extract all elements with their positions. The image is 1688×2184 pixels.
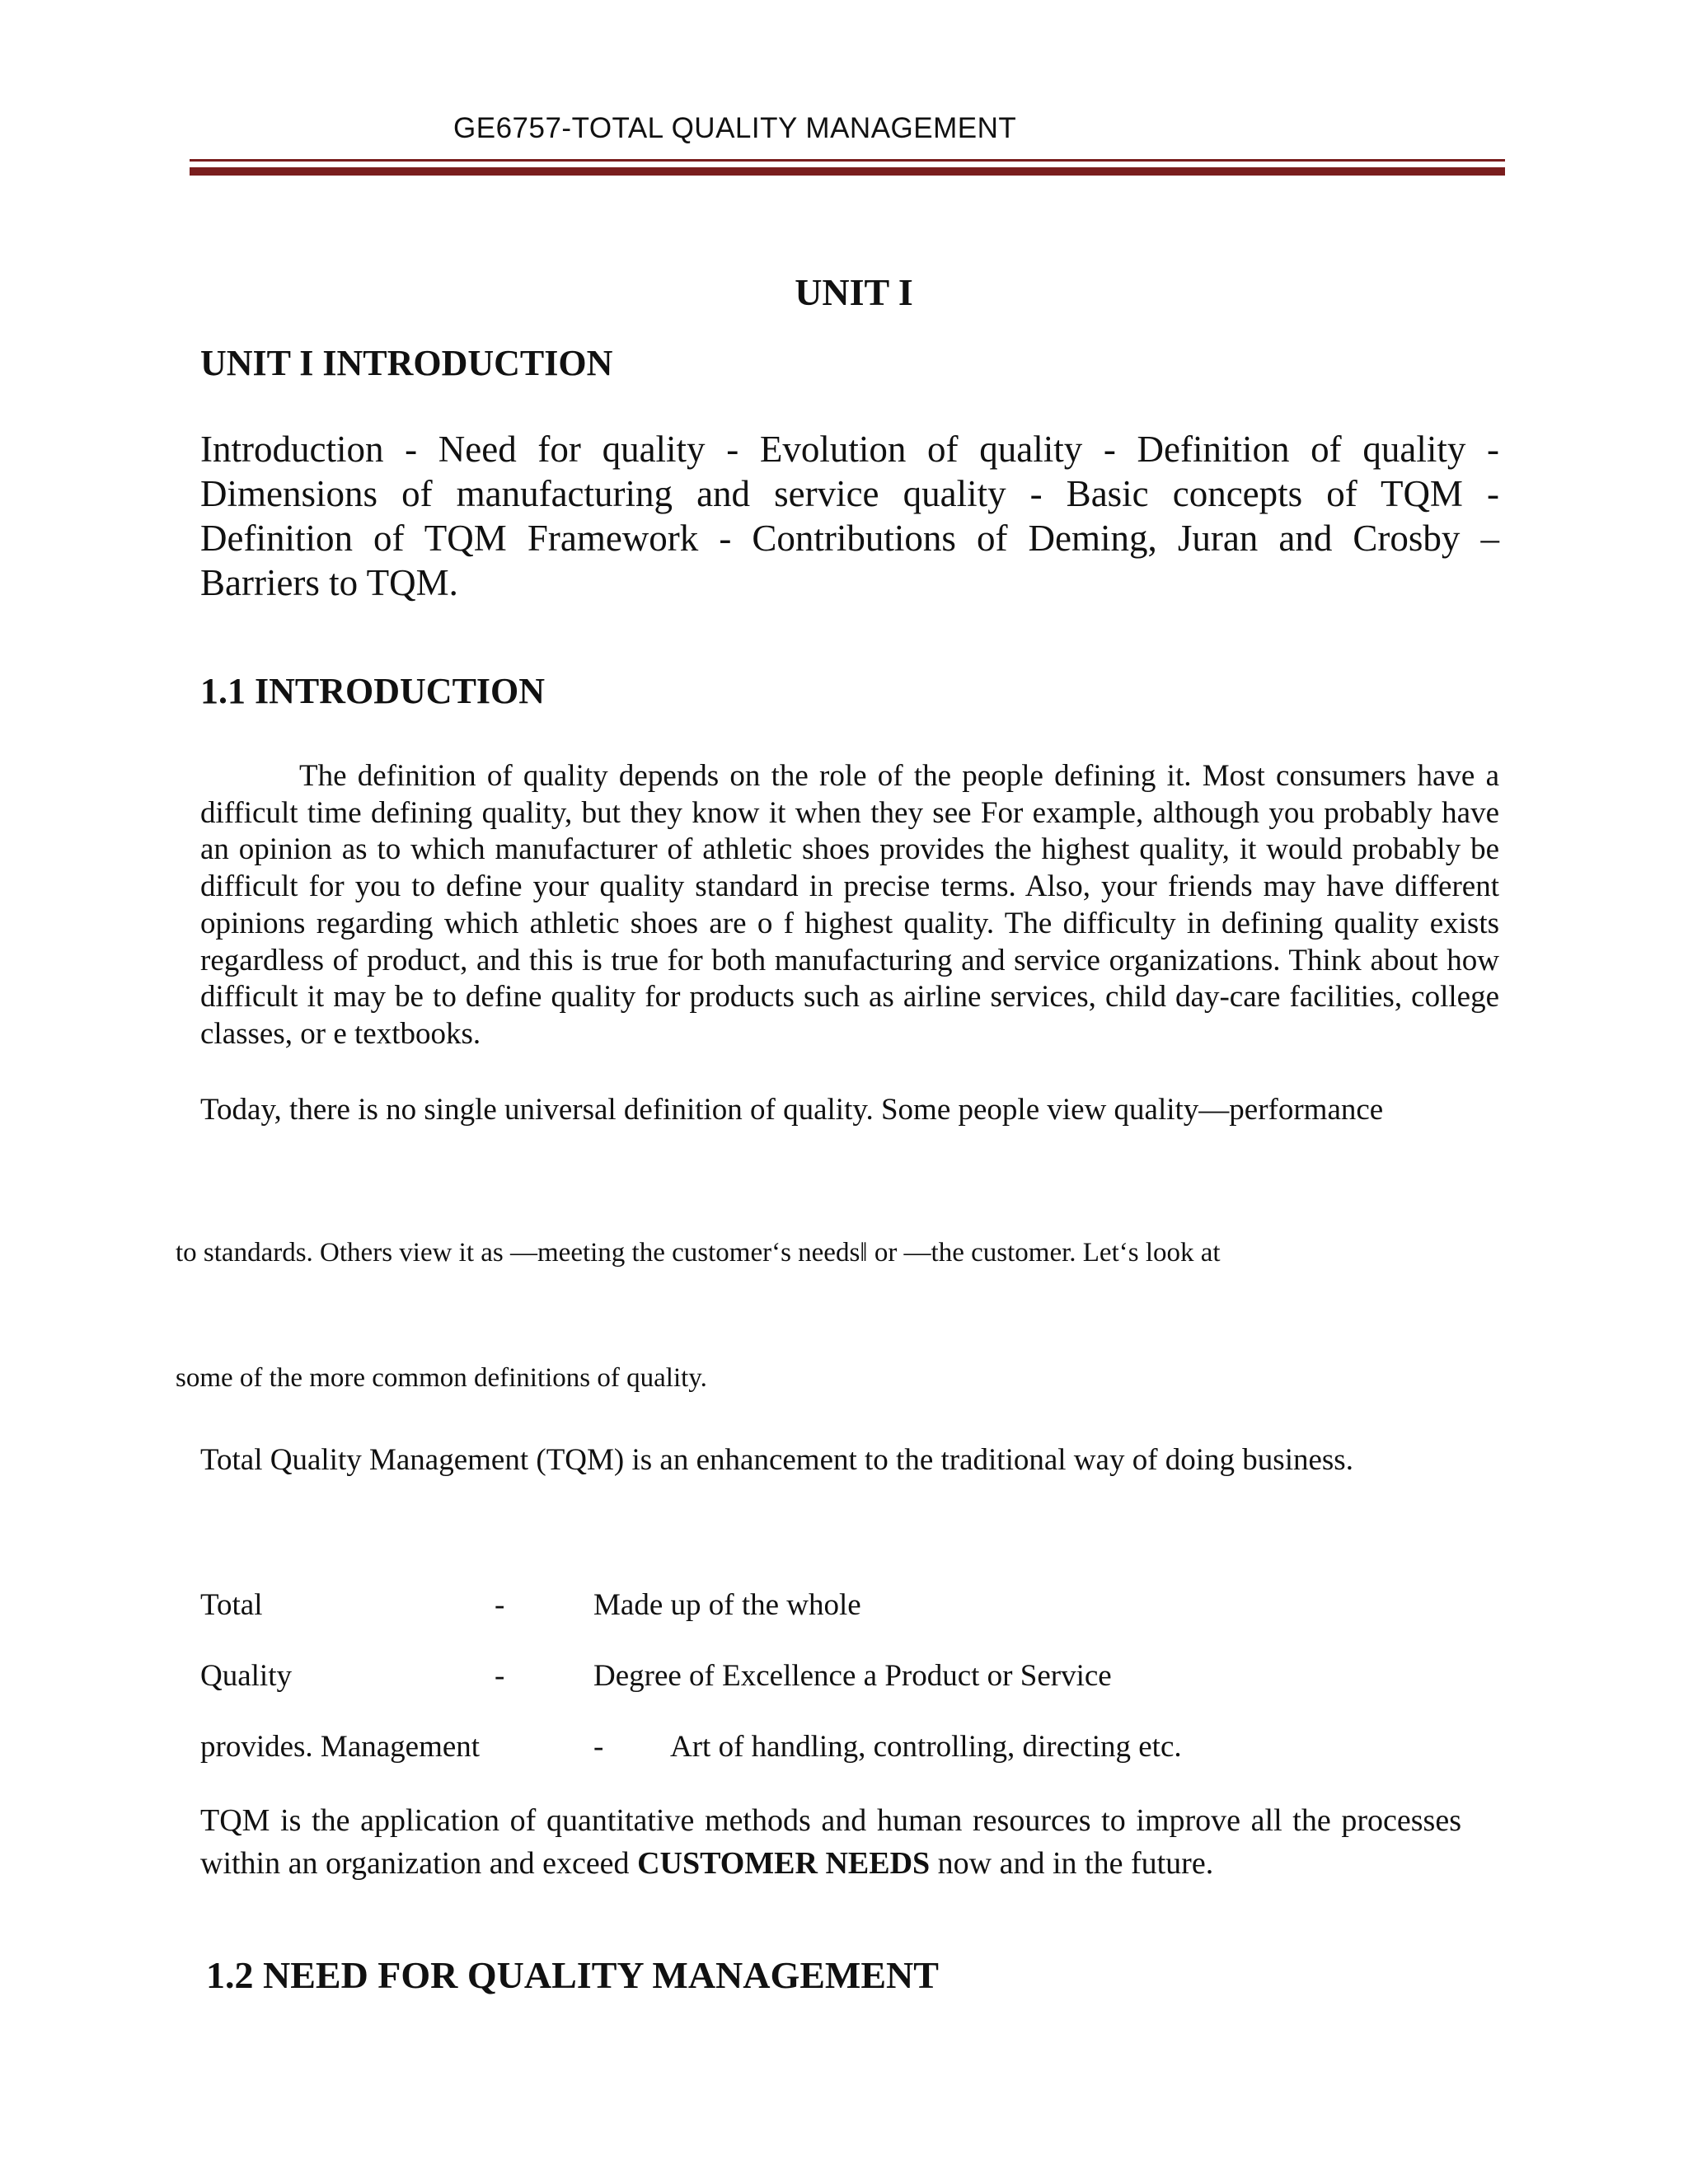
term-row-total (200, 1587, 1519, 1624)
unit-heading: UNIT I INTRODUCTION (200, 343, 613, 383)
term-label: Total (200, 1588, 263, 1622)
term-meaning: Made up of the whole (593, 1588, 861, 1622)
term-row-quality (200, 1658, 1519, 1694)
text-fragment-definitions: some of the more common definitions of quality. (176, 1363, 707, 1393)
term-label: provides. Management (200, 1730, 481, 1764)
term-row-management (200, 1729, 1519, 1765)
term-label: Quality (200, 1659, 292, 1693)
syllabus-text: Introduction - Need for quality - Evolution of quality - Definition of quality - Dimensions of manufacturing and service quality - Basic concepts of TQM - Definition of TQM Framework - Contributions of Deming, Juran and Crosby – Barriers to TQM. (200, 429, 1499, 603)
term-dash: - (495, 1588, 505, 1622)
header-rule-thick (190, 167, 1505, 176)
tqm-intro-text: Total Quality Management (TQM) is an enhancement to the traditional way of doing business. (200, 1443, 1353, 1477)
definition-paragraph (200, 1092, 1499, 1129)
running-header-title: GE6757-TOTAL QUALITY MANAGEMENT (453, 112, 1017, 144)
intro-paragraph (200, 758, 1499, 1053)
section-1-2-heading: 1.2 NEED FOR QUALITY MANAGEMENT (206, 1954, 939, 1996)
section-1-1-heading: 1.1 INTRODUCTION (200, 671, 546, 711)
tqm-definition-prefix: TQM is the application of quantitative methods and human resources to improve all the processes within an organization and exceed (200, 1803, 1461, 1881)
header-rule-thin (190, 159, 1505, 162)
tqm-intro-paragraph (200, 1442, 1449, 1479)
term-dash: - (495, 1659, 505, 1693)
intro-paragraph-text: The definition of quality depends on the role of the people defining it. Most consumers have a difficult time defining quality, but they know it when they see For example, although you probably have an opinion as to which manufacturer of athletic shoes provides the highest quality, it would probably be difficult for you to define your quality standard in precise terms. Also, your friends may have different opinions regarding which athletic shoes are o f highest quality. The difficulty in defining quality exists regardless of product, and this is true for both manufacturing and service organizations. Think about how difficult it may be to define quality for products such as airline services, child day-care facilities, college classes, or e textbooks. (200, 759, 1499, 1051)
tqm-definition-emphasis: CUSTOMER NEEDS (637, 1846, 931, 1881)
tqm-definition-text (200, 1799, 1461, 1885)
text-fragment-standards: to standards. Others view it as ―meeting the customer‘s needs‖ or ―the customer. Let‘s look at (176, 1238, 1221, 1268)
term-meaning: Degree of Excellence a Product or Service (593, 1659, 1112, 1693)
unit-title: UNIT I (795, 271, 913, 313)
term-dash: - (593, 1730, 604, 1764)
tqm-definition-suffix: now and in the future. (937, 1846, 1214, 1881)
definition-paragraph-text: Today, there is no single universal definition of quality. Some people view quality―performance (200, 1093, 1384, 1127)
term-meaning: Art of handling, controlling, directing etc. (670, 1730, 1182, 1764)
tqm-definition-paragraph (200, 1799, 1461, 1885)
